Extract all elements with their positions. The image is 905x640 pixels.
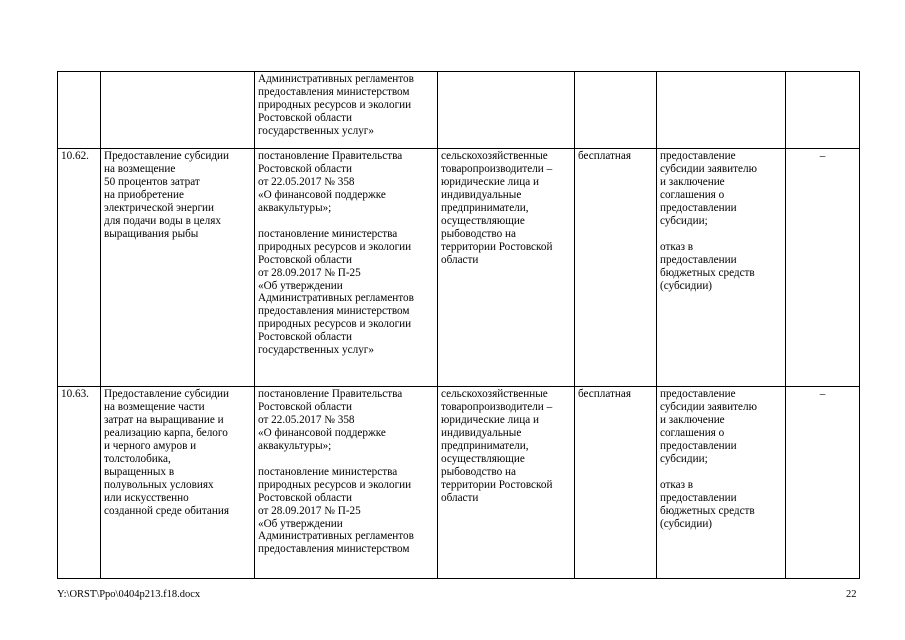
result-cell: предоставление субсидии заявителю и заключение соглашения о предоставлении субсидии; отказ в предоставлении бюджетных средств (субсидии) [657, 387, 786, 579]
page-number: 22 [846, 589, 857, 600]
cost-cell [575, 72, 657, 149]
legal-basis-cell: Административных регламентов предоставления министерством природных ресурсов и экологии Ростовской области государственных услуг» [255, 72, 438, 149]
table-row [58, 149, 860, 387]
footer-file-path: Y:\ORST\Ppo\0404p213.f18.docx [57, 589, 201, 600]
table-row [58, 387, 860, 579]
service-name-cell [101, 72, 255, 149]
extra-cell [786, 72, 860, 149]
services-table [57, 71, 860, 579]
service-name-cell: Предоставление субсидии на возмещение части затрат на выращивание и реализацию карпа, белого и черного амуров и толстолобика, выращенных в полувольных условиях или искусственно созданной среде обитания [101, 387, 255, 579]
cost-cell: бесплатная [575, 149, 657, 387]
legal-basis-cell: постановление Правительства Ростовской области от 22.05.2017 № 358 «О финансовой поддержке аквакультуры»; постановление министерства природных ресурсов и экологии Ростовской области от 28.09.2017 № П-25 «Об утверждении Административных регламентов предоставления министерством природных ресурсов и экологии Ростовской области государственных услуг» [255, 149, 438, 387]
service-number-cell [58, 72, 101, 149]
service-number-cell: 10.63. [58, 387, 101, 579]
cost-cell: бесплатная [575, 387, 657, 579]
table-row [58, 72, 860, 149]
legal-basis-cell: постановление Правительства Ростовской области от 22.05.2017 № 358 «О финансовой поддержке аквакультуры»; постановление министерства природных ресурсов и экологии Ростовской области от 28.09.2017 № П-25 «Об утверждении Административных регламентов предоставления министерством [255, 387, 438, 579]
extra-cell: – [786, 149, 860, 387]
recipients-cell: сельскохозяйственные товаропроизводители – юридические лица и индивидуальные предприниматели, осуществляющие рыбоводство на территории Ростовской области [438, 149, 575, 387]
recipients-cell: сельскохозяйственные товаропроизводители – юридические лица и индивидуальные предприниматели, осуществляющие рыбоводство на территории Ростовской области [438, 387, 575, 579]
result-cell: предоставление субсидии заявителю и заключение соглашения о предоставлении субсидии; отказ в предоставлении бюджетных средств (субсидии) [657, 149, 786, 387]
result-cell [657, 72, 786, 149]
service-name-cell: Предоставление субсидии на возмещение 50 процентов затрат на приобретение электрической энергии для подачи воды в целях выращивания рыбы [101, 149, 255, 387]
service-number-cell: 10.62. [58, 149, 101, 387]
extra-cell: – [786, 387, 860, 579]
recipients-cell [438, 72, 575, 149]
